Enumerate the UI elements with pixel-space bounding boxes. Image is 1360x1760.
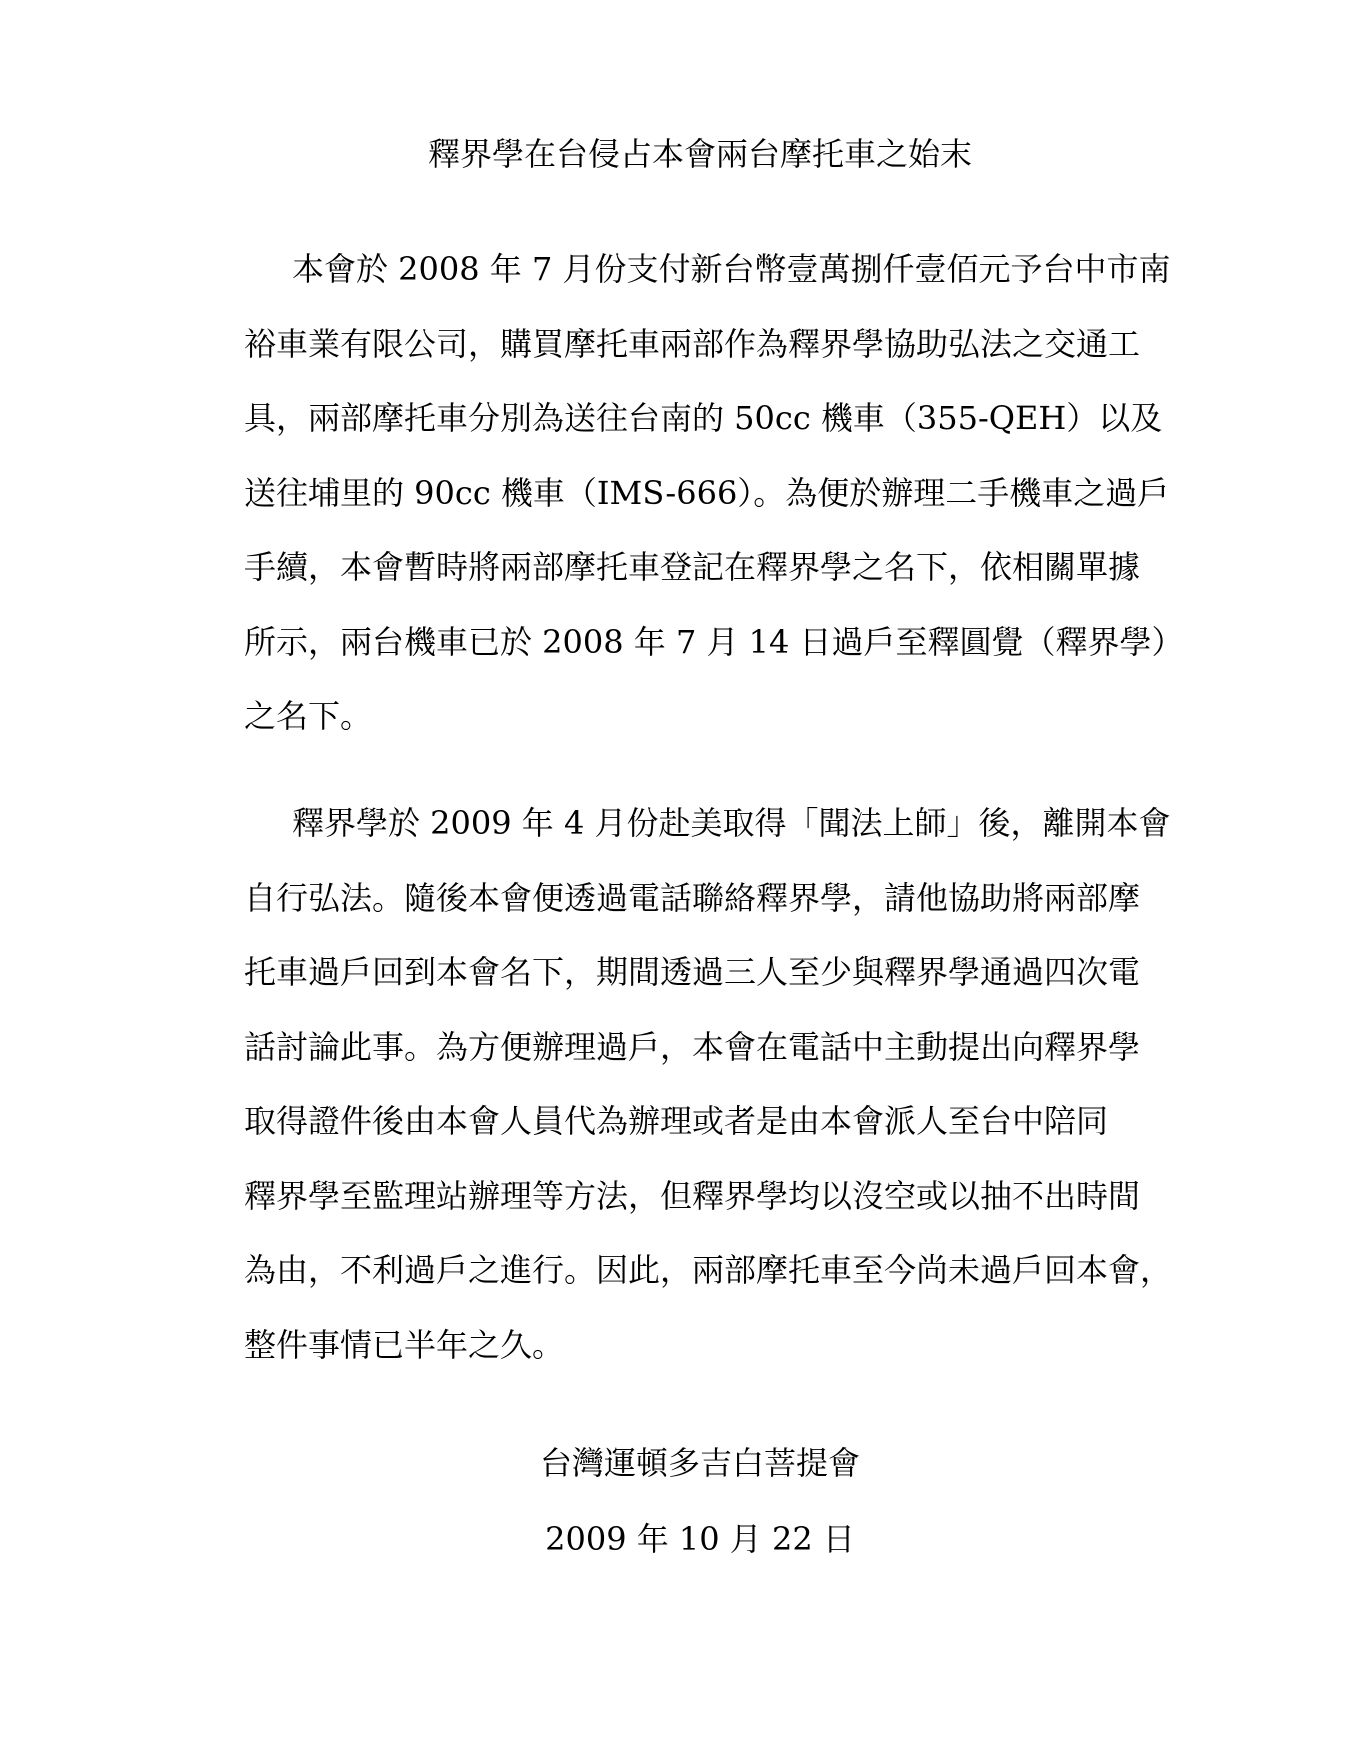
paragraph-line: 托車過戶回到本會名下，期間透過三人至少與釋界學通過四次電	[244, 953, 1141, 991]
paragraph-purchase	[244, 232, 1184, 754]
signature-organization: 台灣運頓多吉白菩提會	[539, 1444, 860, 1482]
paragraph-transfer	[244, 786, 1173, 1382]
signature-date: 2009 年 10 月 22 日	[545, 1520, 855, 1558]
paragraph-line: 整件事情已半年之久。	[244, 1325, 565, 1364]
paragraph-line: 具，兩部摩托車分別為送往台南的 50cc 機車（355-QEH）以及	[244, 399, 1163, 437]
paragraph-line: 所示，兩台機車已於 2008 年 7 月 14 日過戶至釋圓覺（釋界學）	[244, 622, 1184, 661]
paragraph-line: 裕車業有限公司，購買摩托車兩部作為釋界學協助弘法之交通工	[244, 324, 1141, 363]
document-title: 釋界學在台侵占本會兩台摩托車之始末	[427, 135, 972, 173]
paragraph-line: 本會於 2008 年 7 月份支付新台幣壹萬捌仟壹佰元予台中市南	[292, 250, 1171, 288]
paragraph-line: 為由，不利過戶之進行。因此，兩部摩托車至今尚未過戶回本會，	[244, 1251, 1173, 1289]
paragraph-line: 釋界學於 2009 年 4 月份赴美取得「聞法上師」後，離開本會	[292, 804, 1171, 842]
paragraph-line: 釋界學至監理站辦理等方法，但釋界學均以沒空或以抽不出時間	[244, 1176, 1141, 1215]
paragraph-line: 送往埔里的 90cc 機車（IMS-666）。為便於辦理二手機車之過戶	[244, 473, 1170, 512]
paragraph-line: 自行弘法。隨後本會便透過電話聯絡釋界學，請他協助將兩部摩	[244, 878, 1141, 917]
paragraph-line: 取得證件後由本會人員代為辦理或者是由本會派人至台中陪同	[244, 1102, 1109, 1140]
paragraph-line: 手續，本會暫時將兩部摩托車登記在釋界學之名下，依相關單據	[244, 548, 1141, 586]
paragraph-line: 之名下。	[244, 697, 373, 735]
paragraph-line: 話討論此事。為方便辦理過戶，本會在電話中主動提出向釋界學	[244, 1027, 1141, 1066]
